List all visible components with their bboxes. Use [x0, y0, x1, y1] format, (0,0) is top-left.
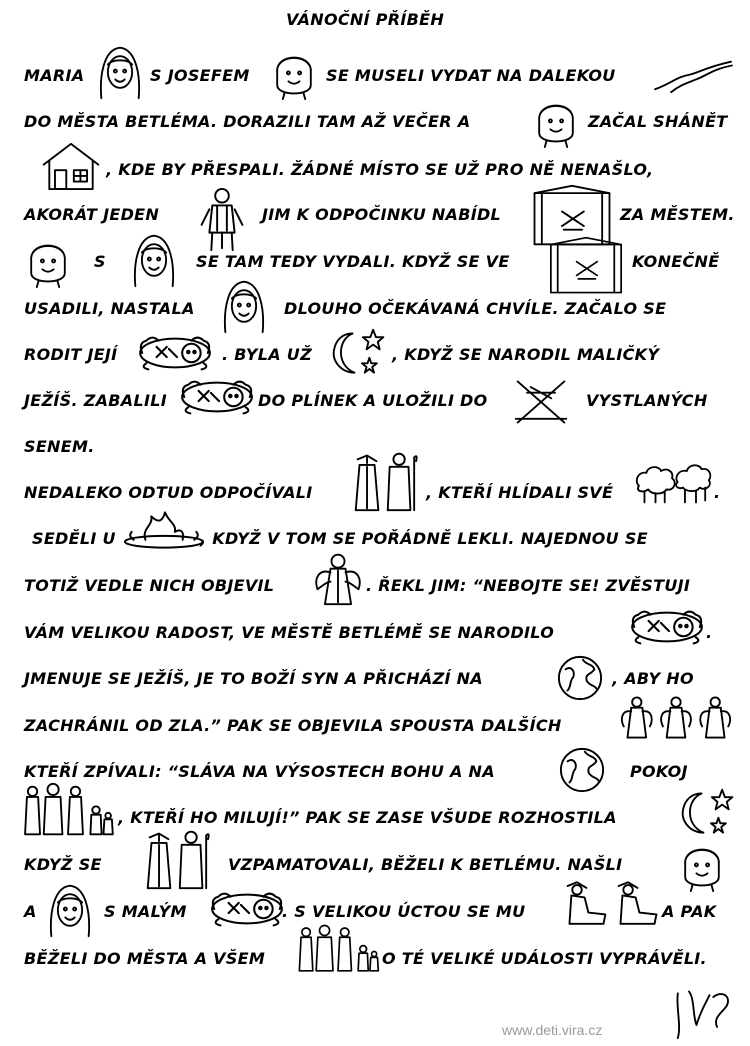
story-text: . S VELIKOU ÚCTOU SE MU — [282, 902, 526, 921]
story-text: JEŽÍŠ. ZABALILI — [24, 391, 167, 410]
story-text: JMENUJE SE JEŽÍŠ, JE TO BOŽÍ SYN A PŘICHÁZÍ NA — [24, 669, 483, 688]
angel-icon — [310, 550, 366, 606]
story-text: , KDYŽ SE NARODIL MALIČKÝ — [392, 345, 660, 364]
story-text: S JOSEFEM — [150, 66, 250, 85]
story-text: USADILI, NASTALA — [24, 299, 195, 318]
story-text: NEDALEKO ODTUD ODPOČÍVALI — [24, 483, 313, 502]
story-text: S MALÝM — [104, 902, 187, 921]
story-text: . ŘEKL JIM: “NEBOJTE SE! ZVĚSTUJI — [366, 576, 691, 595]
story-text: KDYŽ SE — [24, 855, 102, 874]
story-text: . — [706, 623, 713, 642]
baby-jesus-icon — [206, 888, 288, 930]
story-text: ZA MĚSTEM. — [620, 205, 735, 224]
maria-icon — [92, 44, 148, 100]
earth-icon — [556, 654, 604, 702]
baby-jesus-icon — [176, 376, 258, 418]
stable-icon — [546, 236, 626, 296]
angels-icon — [620, 694, 732, 742]
story-text: AKORÁT JEDEN — [24, 205, 160, 224]
josef-icon — [20, 232, 76, 288]
story-text: O TÉ VELIKÉ UDÁLOSTI VYPRÁVĚLI. — [382, 949, 707, 968]
shepherds-icon — [134, 826, 218, 892]
story-text: JIM K ODPOČINKU NABÍDL — [262, 205, 502, 224]
story-text: SEDĚLI U — [32, 529, 116, 548]
story-text: KTEŘÍ ZPÍVALI: “SLÁVA NA VÝSOSTECH BOHU A NA — [24, 762, 495, 781]
maria-icon — [126, 232, 182, 288]
people-icon — [20, 782, 116, 838]
story-text: BĚŽELI DO MĚSTA A VŠEM — [24, 949, 266, 968]
story-text: ZACHRÁNIL OD ZLA.” PAK SE OBJEVILA SPOUSTA DALŠÍCH — [24, 716, 562, 735]
story-text: , KTEŘÍ HLÍDALI SVÉ — [426, 483, 614, 502]
josef-icon — [528, 92, 584, 148]
kneeling-shepherds-icon — [560, 880, 664, 928]
story-text: S — [94, 252, 106, 271]
maria-icon — [216, 278, 272, 334]
story-text: POKOJ — [630, 762, 688, 781]
story-text: A PAK — [662, 902, 717, 921]
moon-stars-icon — [326, 326, 396, 382]
earth-icon — [558, 746, 606, 794]
maria-icon — [42, 882, 98, 938]
story-text: DO MĚSTA BETLÉMA. DORAZILI TAM AŽ VEČER A — [24, 112, 471, 131]
story-text: , KTEŘÍ HO MILUJÍ!” PAK SE ZASE VŠUDE ROZHOSTILA — [118, 808, 617, 827]
story-text: ZAČAL SHÁNĚT — [588, 112, 728, 131]
story-text: KONEČNĚ — [632, 252, 720, 271]
story-text: . BYLA UŽ — [222, 345, 312, 364]
manger-icon — [506, 374, 576, 430]
moon-stars-icon — [674, 786, 746, 842]
story-text: TOTIŽ VEDLE NICH OBJEVIL — [24, 576, 275, 595]
story-text: VZPAMATOVALI, BĚŽELI K BETLÉMU. NAŠLI — [228, 855, 623, 874]
story-text: VÁM VELIKOU RADOST, VE MĚSTĚ BETLÉMĚ SE NARODILO — [24, 623, 555, 642]
story-text: SE MUSELI VYDAT NA DALEKOU — [326, 66, 616, 85]
story-text: , ABY HO — [612, 669, 694, 688]
baby-jesus-icon — [134, 332, 216, 374]
campfire-icon — [120, 510, 208, 550]
story-text: VYSTLANÝCH — [586, 391, 708, 410]
website-url: www.deti.vira.cz — [502, 1022, 603, 1038]
signature — [668, 984, 738, 1040]
josef-icon — [674, 836, 730, 892]
story-text: MARIA — [24, 66, 85, 85]
story-text: DLOUHO OČEKÁVANÁ CHVÍLE. ZAČALO SE — [284, 299, 667, 318]
story-text: A — [24, 902, 37, 921]
road-icon — [648, 56, 738, 94]
story-text: SENEM. — [24, 437, 95, 456]
story-text: RODIT JEJÍ — [24, 345, 118, 364]
story-text: SE TAM TEDY VYDALI. KDYŽ SE VE — [196, 252, 510, 271]
story-text: , KDE BY PŘESPALI. ŽÁDNÉ MÍSTO SE UŽ PRO NĚ NENAŠLO, — [106, 160, 654, 179]
innkeeper-icon — [196, 186, 248, 254]
sheep-icon — [630, 460, 716, 506]
people-icon — [296, 922, 380, 976]
story-text: , KDYŽ V TOM SE POŘÁDNĚ LEKLI. NAJEDNOU SE — [200, 529, 648, 548]
house-icon — [38, 140, 104, 192]
baby-jesus-icon — [626, 606, 708, 648]
story-text: . — [714, 483, 721, 502]
page-title: VÁNOČNÍ PŘÍBĚH — [286, 10, 445, 29]
shepherds-icon — [344, 448, 424, 514]
josef-icon — [266, 44, 322, 100]
story-text: DO PLÍNEK A ULOŽILI DO — [258, 391, 488, 410]
